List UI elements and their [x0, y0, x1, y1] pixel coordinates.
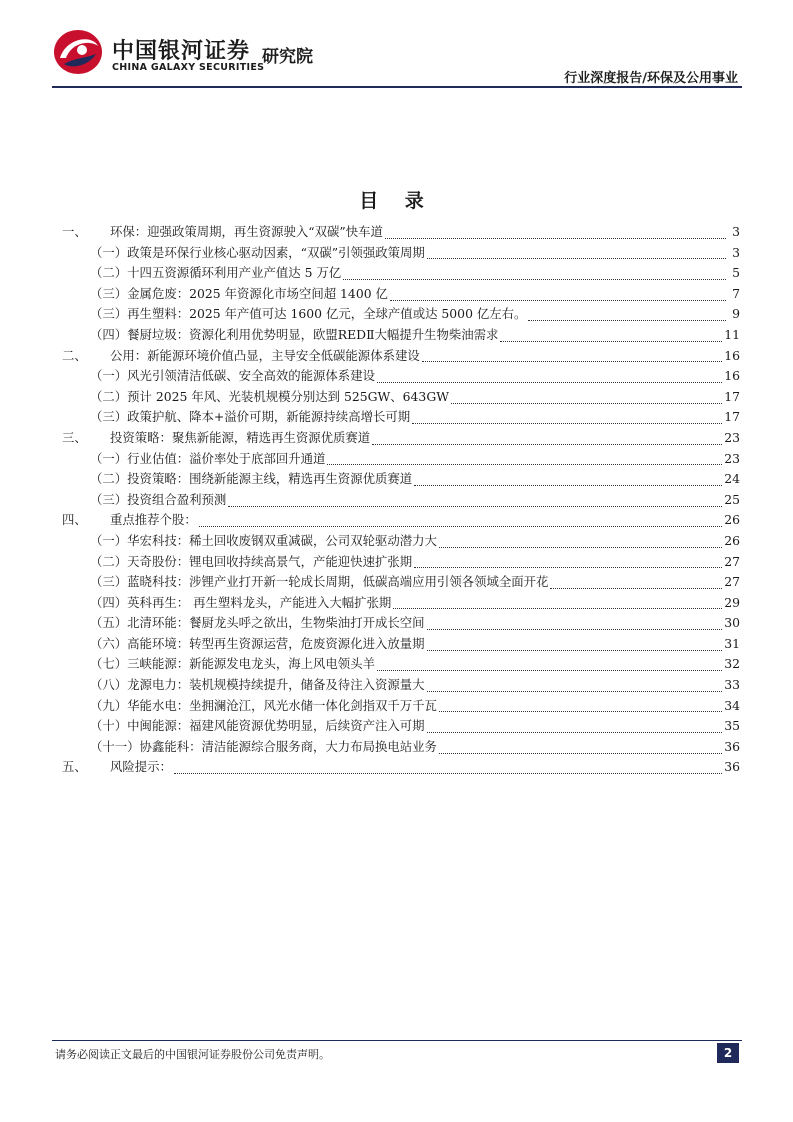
page-number-badge: 2	[717, 1043, 739, 1063]
toc-dot-leader	[427, 248, 726, 259]
toc-entry[interactable]	[62, 469, 740, 490]
toc-entry-number: 三、	[62, 429, 87, 445]
toc-dot-leader	[427, 681, 723, 692]
toc-entry-page: 34	[724, 697, 740, 713]
toc-dot-leader	[422, 351, 722, 362]
toc-entry-title: （二）投资策略：围绕新能源主线，精选再生资源优质赛道	[90, 471, 413, 487]
toc-dot-leader	[550, 578, 722, 589]
toc-dot-leader	[528, 310, 726, 321]
toc-entry-page: 3	[732, 244, 740, 260]
toc-entry-page: 36	[724, 738, 740, 754]
institute-label: 研究院	[262, 47, 313, 67]
toc-entry-title: （二）十四五资源循环利用产业产值达 5 万亿	[90, 265, 342, 281]
toc-entry-page: 35	[724, 718, 740, 734]
toc-entry-page: 32	[724, 656, 740, 672]
toc-entry[interactable]	[62, 716, 740, 737]
toc-dot-leader	[390, 290, 726, 301]
toc-entry[interactable]	[62, 222, 740, 243]
toc-entry-page: 23	[724, 429, 740, 445]
toc-entry-page: 27	[724, 574, 740, 590]
toc-dot-leader	[439, 701, 722, 712]
toc-dot-leader	[500, 331, 722, 342]
toc-entry-title: 风险提示：	[110, 759, 172, 775]
toc-entry-title: （一）风光引领清洁低碳、安全高效的能源体系建设	[90, 368, 375, 384]
footer-disclaimer: 请务必阅读正文最后的中国银河证券股份公司免责声明。	[55, 1048, 330, 1061]
toc-entry[interactable]	[62, 675, 740, 696]
toc-entry[interactable]	[62, 613, 740, 634]
toc-entry-page: 26	[724, 512, 740, 528]
toc-dot-leader	[439, 743, 722, 754]
toc-entry-page: 33	[724, 677, 740, 693]
toc-dot-leader	[174, 763, 722, 774]
toc-entry-title: （三）政策护航、降本+溢价可期，新能源持续高增长可期	[90, 409, 411, 425]
toc-entry[interactable]	[62, 757, 740, 778]
toc-entry[interactable]	[62, 634, 740, 655]
toc-entry-page: 16	[724, 347, 740, 363]
toc-entry-number: 二、	[62, 347, 87, 363]
galaxy-logo-icon	[52, 28, 104, 76]
toc-entry[interactable]	[62, 366, 740, 387]
toc-entry-page: 3	[732, 224, 740, 239]
toc-entry[interactable]	[62, 593, 740, 614]
toc-dot-leader	[228, 496, 722, 507]
toc-entry[interactable]	[62, 346, 740, 367]
page-header	[0, 0, 793, 90]
toc-entry-title: （一）政策是环保行业核心驱动因素，“双碳”引领强政策周期	[90, 244, 425, 260]
toc-entry-page: 25	[724, 491, 740, 507]
toc-dot-leader	[199, 516, 722, 527]
toc-entry-title: （八）龙源电力：装机规模持续提升，储备及待注入资源量大	[90, 677, 425, 693]
toc-entry-title: （三）蓝晓科技：涉锂产业打开新一轮成长周期，低碳高端应用引领各领域全面开花	[90, 574, 549, 590]
toc-entry-page: 29	[724, 594, 740, 610]
toc-entry[interactable]	[62, 407, 740, 428]
toc-entry[interactable]	[62, 737, 740, 758]
toc-dot-leader	[385, 228, 726, 239]
toc-dot-leader	[427, 722, 723, 733]
toc-entry-title: （三）投资组合盈利预测	[90, 491, 227, 507]
toc-entry-page: 17	[724, 409, 740, 425]
toc-dot-leader	[377, 372, 722, 383]
toc-entry-title: （十）中闽能源：福建风能资源优势明显，后续资产注入可期	[90, 718, 425, 734]
toc-entry-page: 16	[724, 368, 740, 384]
toc-dot-leader	[451, 393, 722, 404]
toc-entry[interactable]	[62, 552, 740, 573]
toc-title: 目 录	[359, 190, 434, 212]
toc-dot-leader	[414, 557, 722, 568]
brand-name-en: CHINA GALAXY SECURITIES	[112, 62, 265, 73]
toc-entry-page: 23	[724, 450, 740, 466]
toc-entry-title: （一）行业估值：溢价率处于底部回升通道	[90, 450, 326, 466]
brand-name-cn: 中国银河证券	[112, 39, 251, 64]
toc-entry-title: 环保：迎强政策周期，再生资源驶入“双碳”快车道	[110, 224, 383, 239]
toc-dot-leader	[412, 413, 722, 424]
header-divider	[52, 86, 742, 88]
toc-entry[interactable]	[62, 531, 740, 552]
toc-entry-title: （三）再生塑料：2025 年产值可达 1600 亿元，全球产值或达 5000 亿左右。	[90, 306, 527, 322]
toc-dot-leader	[377, 660, 722, 671]
toc-entry[interactable]	[62, 387, 740, 408]
toc-entry-title: （二）天奇股份：锂电回收持续高景气，产能迎快速扩张期	[90, 553, 413, 569]
toc-entry-title: （二）预计 2025 年风、光装机规模分别达到 525GW、643GW	[90, 388, 449, 404]
toc-entry[interactable]	[62, 572, 740, 593]
toc-entry-page: 5	[732, 265, 740, 281]
toc-entry-title: （九）华能水电：坐拥澜沧江，风光水储一体化剑指双千万千瓦	[90, 697, 437, 713]
toc-dot-leader	[427, 640, 723, 651]
toc-dot-leader	[439, 537, 722, 548]
toc-entry-page: 26	[724, 532, 740, 548]
toc-entry-title: 公用：新能源环境价值凸显，主导安全低碳能源体系建设	[110, 347, 420, 363]
toc-entry[interactable]	[62, 510, 740, 531]
toc-entry[interactable]	[62, 654, 740, 675]
toc-entry[interactable]	[62, 263, 740, 284]
toc-dot-leader	[393, 598, 722, 609]
toc-entry-title: （四）英科再生： 再生塑料龙头，产能进入大幅扩张期	[90, 594, 392, 610]
toc-dot-leader	[372, 434, 722, 445]
toc-entry-title: （一）华宏科技：稀土回收废钢双重减碳，公司双轮驱动潜力大	[90, 532, 437, 548]
toc-entry-title: （六）高能环境：转型再生资源运营，危废资源化进入放量期	[90, 635, 425, 651]
toc-entry-page: 27	[724, 553, 740, 569]
footer-divider	[52, 1040, 742, 1041]
toc-entry-page: 31	[724, 635, 740, 651]
toc-entry-title: （四）餐厨垃圾：资源化利用优势明显，欧盟REDⅡ大幅提升生物柴油需求	[90, 326, 499, 342]
report-type: 行业深度报告/环保及公用事业	[564, 71, 738, 86]
toc-dot-leader	[327, 454, 722, 465]
toc-entry[interactable]	[62, 428, 740, 449]
toc-entry-page: 30	[724, 615, 740, 631]
toc-entry-title: （五）北清环能：餐厨龙头呼之欲出，生物柴油打开成长空间	[90, 615, 425, 631]
toc-entry-page: 7	[732, 285, 740, 301]
toc-entry[interactable]	[62, 490, 740, 511]
toc-entry-title: （三）金属危废：2025 年资源化市场空间超 1400 亿	[90, 285, 388, 301]
toc-dot-leader	[343, 269, 726, 280]
toc-entry-page: 36	[724, 759, 740, 775]
toc-entry-title: 投资策略：聚焦新能源，精选再生资源优质赛道	[110, 429, 371, 445]
table-of-contents	[62, 222, 740, 778]
toc-entry-number: 一、	[62, 224, 87, 239]
toc-entry-page: 24	[724, 471, 740, 487]
toc-entry[interactable]	[62, 325, 740, 346]
toc-dot-leader	[427, 619, 723, 630]
toc-entry[interactable]	[62, 284, 740, 305]
toc-entry-page: 17	[724, 388, 740, 404]
toc-entry-title: （七）三峡能源：新能源发电龙头，海上风电领头羊	[90, 656, 375, 672]
toc-entry-title: 重点推荐个股：	[110, 512, 197, 528]
toc-entry[interactable]	[62, 449, 740, 470]
toc-entry-number: 五、	[62, 759, 87, 775]
toc-entry-title: （十一）协鑫能科：清洁能源综合服务商，大力布局换电站业务	[90, 738, 437, 754]
toc-entry-page: 11	[724, 326, 740, 342]
toc-dot-leader	[414, 475, 722, 486]
toc-entry[interactable]	[62, 243, 740, 264]
toc-entry[interactable]	[62, 696, 740, 717]
toc-entry-page: 9	[732, 306, 740, 322]
toc-entry[interactable]	[62, 304, 740, 325]
toc-entry-number: 四、	[62, 512, 87, 528]
